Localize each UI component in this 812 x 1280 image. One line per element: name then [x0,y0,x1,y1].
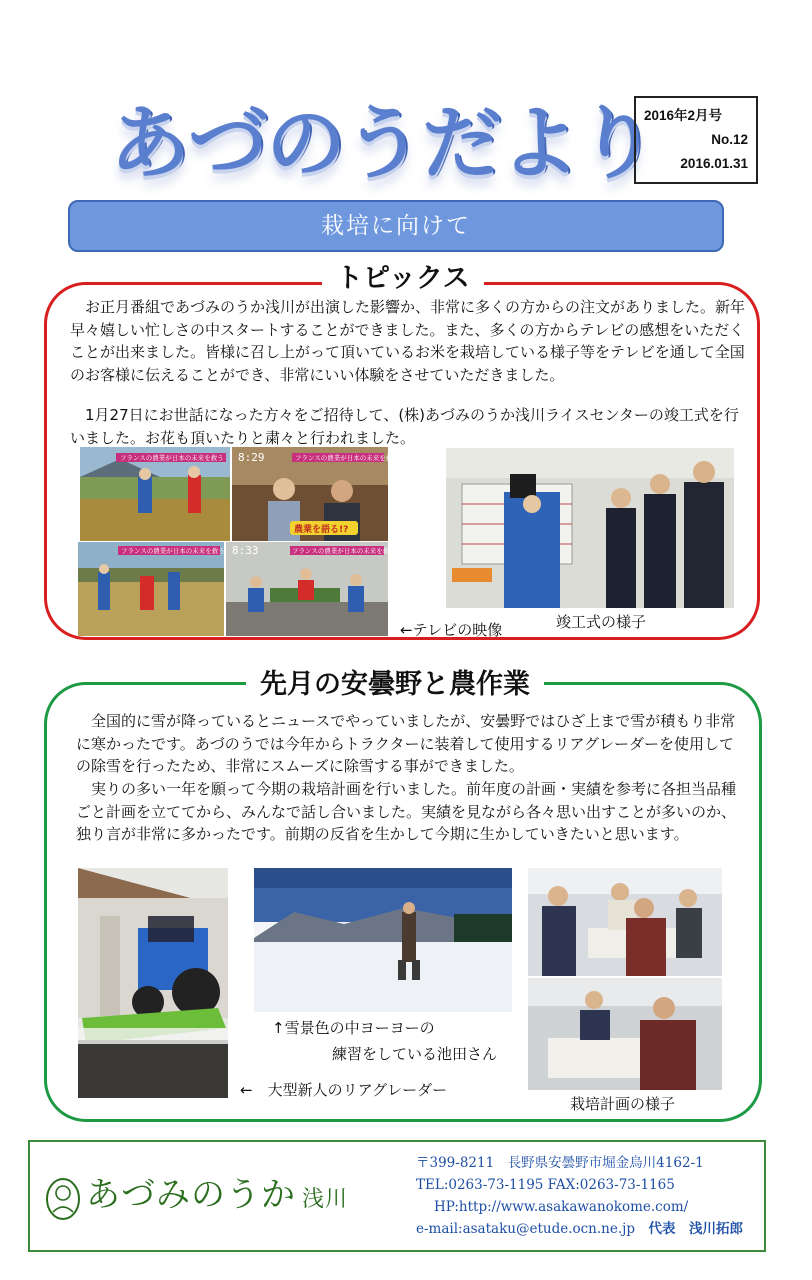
tv-photo-harvest [80,447,230,541]
topics-heading: トピックス [322,262,484,296]
contact-details [416,1152,766,1240]
ceremony-photo [446,448,734,608]
tel-fax: TEL:0263-73-1195 FAX:0263-73-1165 [416,1177,675,1193]
postal-address: 〒399-8211 長野県安曇野市堀金烏川4162-1 [416,1155,704,1171]
email-link[interactable]: e-mail:asataku@etude.ocn.ne.jp [416,1221,635,1237]
tv-photo-field [78,542,224,636]
tv-photo-office [226,542,396,636]
footer-contact-box [28,1140,766,1252]
planning-photo-1 [528,868,722,976]
company-name: あづみのうか [86,1175,296,1215]
tv-photo-interview [232,447,399,541]
caption-tv: ←テレビの映像 [400,621,503,639]
caption-planning: 栽培計画の様子 [570,1095,676,1113]
caption-yoyo-1: ↑雪景色の中ヨーヨーの [272,1019,435,1037]
caption-yoyo-2: 練習をしている池田さん [332,1045,498,1063]
caption-tractor: ← 大型新人のリアグレーダー [240,1081,448,1099]
tv-tag-1: フランスの農業が日本の未来を救う [120,454,224,462]
planning-photo-2 [528,978,722,1090]
issue-date: 2016.01.31 [680,156,748,171]
company-logo-text [86,1170,348,1225]
theme-banner: 栽培に向けて [68,200,724,252]
topics-paragraph-1: お正月番組であづみのうか浅川が出演した影響か、非常に多くの方からの注文がありました。新年早々嬉しい忙しさの中スタートすることができました。また、多くの方からテレビの感想をいただくことが出来ました。皆様に召し上がって頂いているお米を栽培している様子等をテレビを通して全国のお客様に伝えることができ、非常にいい体験をさせていただきました。 [70,298,746,384]
farming-heading: 先月の安曇野と農作業 [246,668,544,702]
farm-logo-icon [44,1176,82,1222]
newsletter-title: あづのうだより [110,97,656,190]
tv-clock-1: 8:29 [238,451,265,464]
caption-ceremony: 竣工式の様子 [556,613,647,631]
farming-paragraph-1: 全国的に雪が降っているとニュースでやっていましたが、安曇野ではひざ上まで雪が積もり非常に寒かったです。あづのうでは今年からトラクターに装着して使用するリアグレーダーを使用しての除雪を行ったため、非常にスムーズに除雪する事ができました。 [76,712,736,775]
topics-paragraph-2: 1月27日にお世話になった方々をご招待して、(株)あづみのうか浅川ライスセンターの竣工式を行いました。お花も頂いたりと粛々と行われました。 [70,406,739,447]
farming-paragraph-2: 実りの多い一年を願って今期の栽培計画を行いました。前年度の計画・実績を参考に各担当品種ごと計画を立ててから、みんなで話し合いました。実績を見ながら各々思い出すことが多いのか、独り言が非常に多かったです。前期の反省を生かして今期に生かしていきたいと思います。 [76,780,737,843]
issue-info-box [634,96,758,184]
tv-tag-2: フランスの農業が日本の未来を救う [295,454,399,462]
tv-clock-2: 8:33 [232,544,259,557]
snow-yoyo-photo [254,868,512,1012]
issue-number: No.12 [711,132,748,147]
representative: 代表 浅川拓郎 [648,1221,743,1237]
tv-sticker: 農業を語る!? [294,525,349,535]
tractor-photo [78,868,228,1098]
issue-month: 2016年2月号 [644,108,723,123]
tv-tag-3: フランスの農業が日本の未来を救う [121,547,225,555]
company-name-suffix: 浅川 [302,1187,349,1212]
homepage-link[interactable]: HP:http://www.asakawanokome.com/ [434,1199,689,1215]
tv-tag-4: フランスの農業が日本の未来を救う [292,547,396,555]
